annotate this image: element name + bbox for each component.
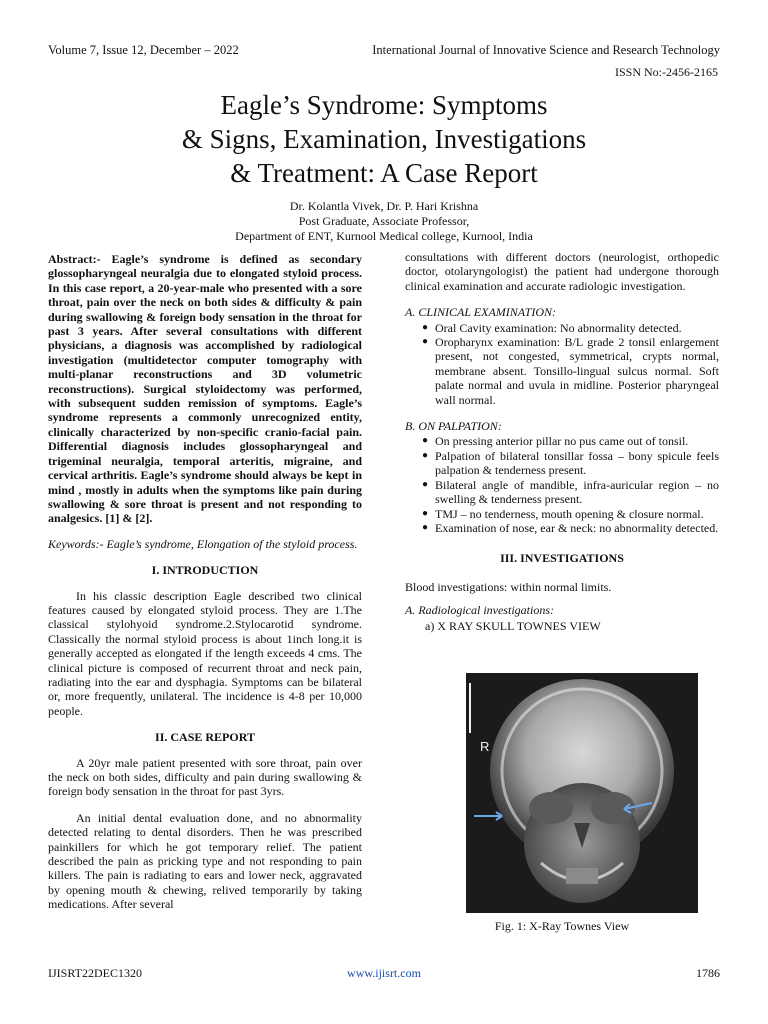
list-item-text: Palpation of bilateral tonsillar fossa – bony spicule feels palpation & tenderness present. bbox=[435, 448, 719, 478]
journal-url-link[interactable]: www.ijisrt.com bbox=[347, 966, 421, 980]
keywords-label: Keywords:- bbox=[48, 536, 104, 551]
case-report-paragraph-2: An initial dental evaluation done, and no abnormality detected relating to dental disorders. Then he was prescribed painkillers for which he got temporary relief. The patient described the pain as pricking type and not responding to pain killers. The pain is radiating to ears and lower neck, aggravated by opening mouth & chewing, relived temporarily by taking medications. After several bbox=[48, 810, 362, 912]
page-number: 1786 bbox=[696, 966, 720, 980]
bullet-icon: ● bbox=[422, 521, 429, 533]
case-report-paragraph-1: A 20yr male patient presented with sore throat, pain over the neck on both sides, difficulty and pain during swallowing & foreign body sensation in the throat for past 3yrs. bbox=[48, 755, 362, 799]
issn: ISSN No:-2456-2165 bbox=[614, 65, 718, 79]
paper-id: IJISRT22DEC1320 bbox=[48, 966, 142, 980]
author-roles: Post Graduate, Associate Professor, bbox=[298, 214, 470, 228]
list-item-text: Bilateral angle of mandible, infra-auricular region – no swelling & tenderness present. bbox=[435, 477, 719, 507]
author-affiliation: Department of ENT, Kurnool Medical college, Kurnool, India bbox=[235, 229, 533, 243]
list-item-text: Oral Cavity examination: No abnormality detected. bbox=[435, 320, 682, 335]
bullet-icon: ● bbox=[422, 449, 429, 461]
radiological-heading: A. Radiological investigations: bbox=[405, 603, 554, 618]
paper-title bbox=[60, 88, 708, 190]
xray-subheading: a) X RAY SKULL TOWNES VIEW bbox=[425, 618, 601, 633]
bullet-icon: ● bbox=[422, 321, 429, 333]
bullet-icon: ● bbox=[422, 435, 429, 447]
list-item-text: Examination of nose, ear & neck: no abnormality detected. bbox=[435, 520, 719, 535]
keywords bbox=[48, 537, 362, 551]
figure-caption: Fig. 1: X-Ray Townes View bbox=[494, 919, 630, 933]
introduction-paragraph: In his classic description Eagle described two clinical features caused by elongated styloid process. They are 1.The classical stylohyoid syndrome.2.Stylocarotid syndrome. Classically the normal styloid process is about 1inch long.it is generally accepted as elongated if the length exceeds 4 cms. The clinical picture is composed of recurrent throat and neck pain, radiating into the ear and dysphagia. Symptoms can be bilateral or, more frequently, unilateral. The incidence is 4-8 per 10,000 people. bbox=[48, 588, 362, 718]
author-block bbox=[100, 199, 668, 244]
left-column bbox=[48, 252, 362, 912]
title-line-1: Eagle’s Syndrome: Symptoms bbox=[220, 90, 548, 120]
clinical-examination-heading: A. CLINICAL EXAMINATION: bbox=[405, 305, 557, 320]
list-item bbox=[422, 477, 719, 507]
list-item bbox=[422, 335, 719, 407]
clinical-examination-list bbox=[405, 321, 719, 407]
blood-investigations: Blood investigations: within normal limits. bbox=[405, 579, 612, 594]
list-item bbox=[422, 320, 719, 335]
list-item bbox=[422, 434, 719, 449]
section-heading-investigations: III. INVESTIGATIONS bbox=[500, 551, 624, 566]
abstract: Abstract:- Eagle’s syndrome is defined as secondary glossopharyngeal neuralgia due to elongated styloid process. In this case report, a 20-year-male who presented with a sore throat, pain over the neck on both sides & difficulty & pain during swallowing & foreign body sensation in the throat for past 3 years. After several consultations with different physicians, a diagnosis was accomplished by radiological investigation (multidetector computer tomography with multi-planar reconstructions and 3D volumetric reconstructions). Surgical styloidectomy was performed, with subsequent sudden remission of symptoms. Eagle’s syndrome represents a commonly unrecognized entity, clinically characterized by non-specific cranio-facial pain. Differential diagnosis includes glossopharyngeal and trigeminal neuralgia, temporal arteritis, migraine, and cervical arthritis. Eagle’s syndrome should always be kept in mind , mostly in adults when the symptoms like pain during swallowing & sore throat is present and not responding to analgesics. [1] & [2]. bbox=[48, 252, 362, 526]
xray-skull-image bbox=[466, 673, 698, 913]
title-line-3: & Treatment: A Case Report bbox=[230, 158, 538, 188]
list-item-text: On pressing anterior pillar no pus came out of tonsil. bbox=[435, 434, 689, 449]
bullet-icon: ● bbox=[422, 478, 429, 490]
bullet-icon: ● bbox=[422, 507, 429, 519]
author-names: Dr. Kolantla Vivek, Dr. P. Hari Krishna bbox=[289, 199, 479, 213]
list-item bbox=[422, 520, 719, 535]
list-item bbox=[422, 506, 719, 521]
list-item-text: TMJ – no tenderness, mouth opening & closure normal. bbox=[435, 506, 704, 521]
xray-skull-graphic bbox=[466, 673, 698, 913]
section-heading-introduction: I. INTRODUCTION bbox=[151, 563, 259, 578]
svg-text:R: R bbox=[480, 739, 490, 754]
right-column bbox=[405, 250, 719, 633]
title-line-2: & Signs, Examination, Investigations bbox=[181, 124, 587, 154]
bullet-icon: ● bbox=[422, 336, 429, 348]
case-report-paragraph-3: consultations with different doctors (neurologist, orthopedic doctor, otolaryngologist) the patient had undergone thorough clinical examination and accurate radiologic investigation. bbox=[405, 250, 719, 293]
section-heading-case-report: II. CASE REPORT bbox=[155, 730, 255, 745]
journal-name: International Journal of Innovative Science and Research Technology bbox=[372, 43, 720, 57]
palpation-list bbox=[405, 434, 719, 535]
palpation-heading: B. ON PALPATION: bbox=[405, 419, 502, 434]
list-item-text: Oropharynx examination: B/L grade 2 tonsil enlargement present, not congested, symmetrical, crypts normal, membrane absent. Tonsillo-lingual sulcus normal. Soft palate normal and uvula in midline. Posterior pharyngeal wall normal. bbox=[435, 335, 719, 407]
list-item bbox=[422, 448, 719, 478]
volume-info: Volume 7, Issue 12, December – 2022 bbox=[48, 43, 239, 57]
keywords-text: Eagle’s syndrome, Elongation of the styloid process. bbox=[103, 536, 358, 551]
